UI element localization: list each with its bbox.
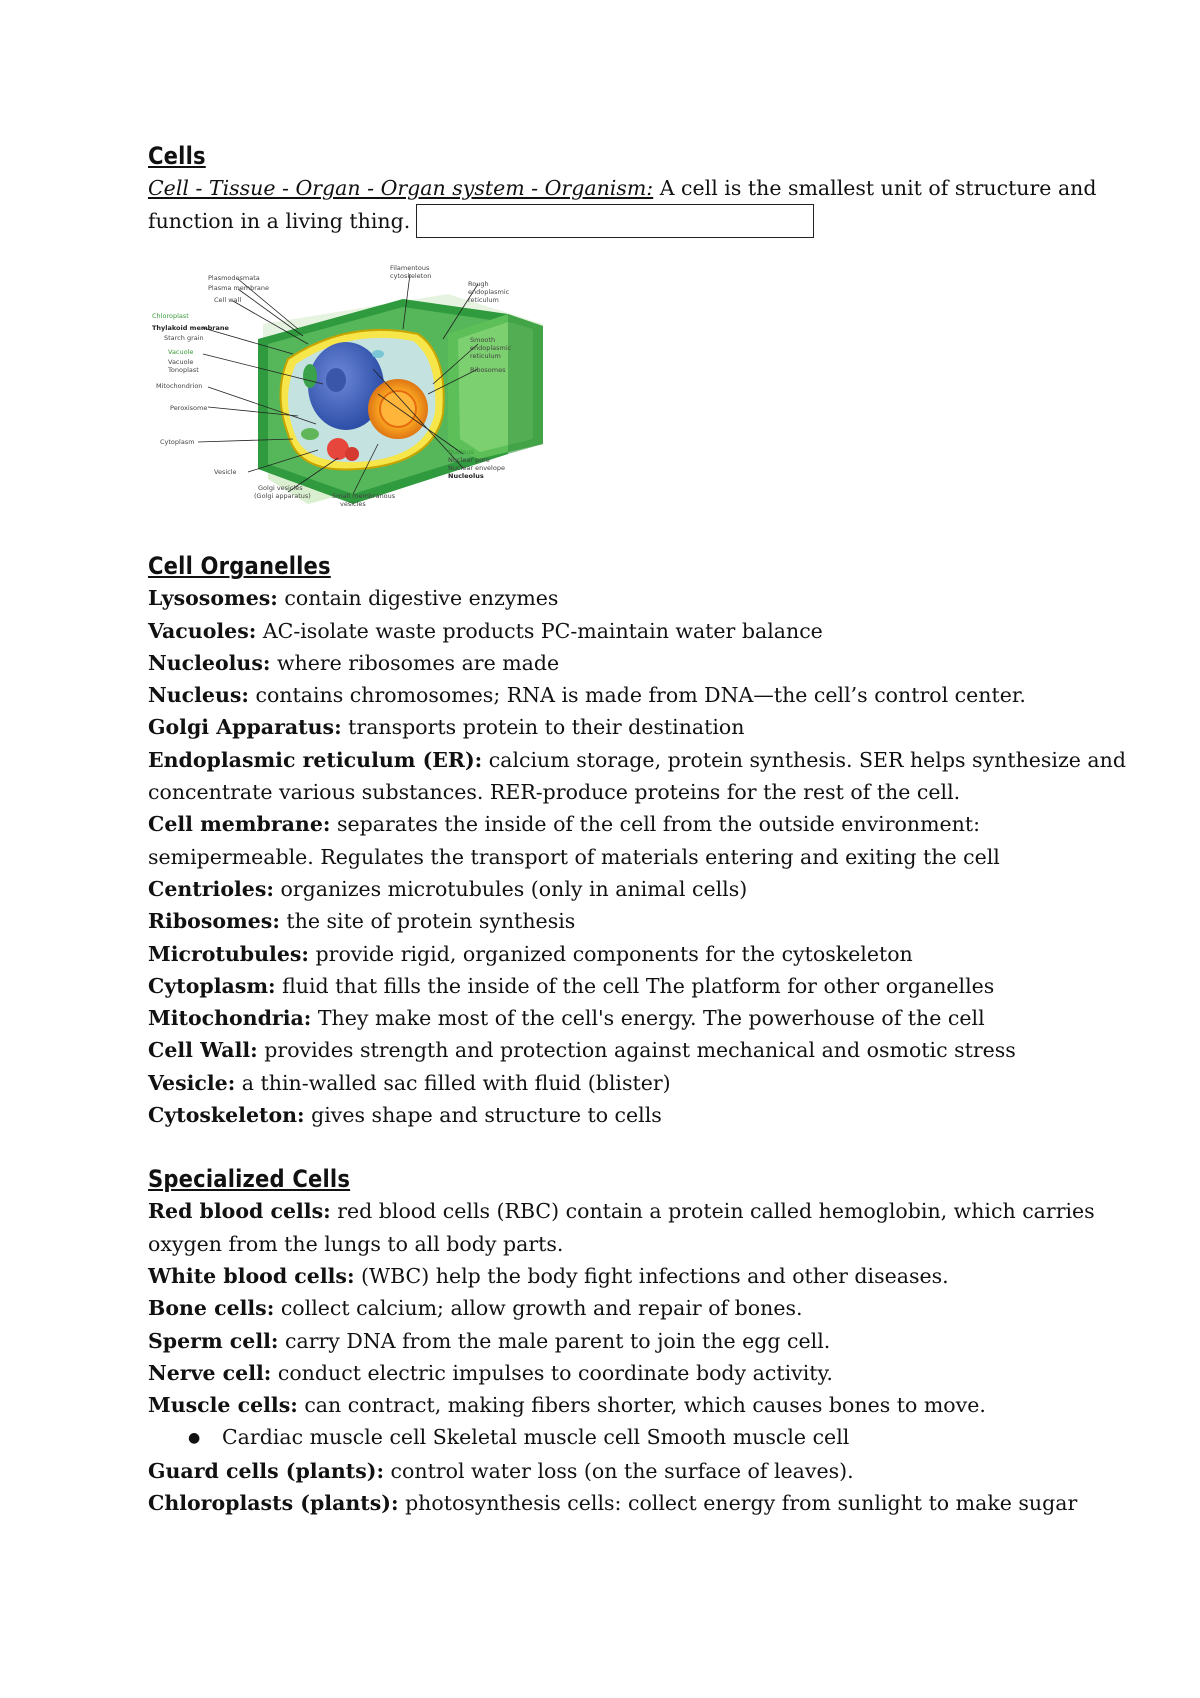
organelle-item <box>148 744 1126 776</box>
label-nuclear-pore: Nuclear pore <box>448 456 490 465</box>
label-starch-grain: Starch grain <box>164 334 204 343</box>
hierarchy-text: Cell - Tissue - Organ - Organ system - Organism: <box>148 176 654 200</box>
label-plasma-membrane: Plasma membrane <box>208 284 270 293</box>
organelle-item <box>148 970 1068 1002</box>
term-label: White blood cells: <box>148 1263 355 1288</box>
term-description: separates the inside of the cell from the outside environment: <box>330 812 980 837</box>
label-tonoplast: Tonoplast <box>168 366 199 375</box>
term-label: Cytoskeleton: <box>148 1103 305 1128</box>
label-small-membranous: Small membranous <box>332 492 396 501</box>
label-golgi: Golgi vesicles <box>258 484 303 493</box>
organelle-item <box>148 905 1068 937</box>
term-label: Nerve cell: <box>148 1360 272 1385</box>
term-description: photosynthesis cells: collect energy from sunlight to make sugar <box>398 1491 1078 1516</box>
organelle-item <box>148 841 1068 873</box>
organelle-item <box>148 808 1068 840</box>
organelle-item <box>148 1002 1068 1034</box>
organelle-item <box>148 1034 1068 1066</box>
term-description: semipermeable. Regulates the transport of materials entering and exiting the cell <box>148 844 1000 869</box>
cells-definition-line-2 <box>148 204 1068 238</box>
organelle-item <box>148 582 1068 614</box>
term-description: can contract, making fibers shorter, which causes bones to move. <box>297 1393 986 1418</box>
term-description: a thin-walled sac filled with fluid (blister) <box>235 1070 671 1095</box>
term-description: carry DNA from the male parent to join the egg cell. <box>278 1328 831 1353</box>
term-label: Cell membrane: <box>148 812 331 837</box>
organelle-item <box>148 647 1068 679</box>
label-cell-wall: Cell wall <box>214 296 242 305</box>
term-label: Nucleus: <box>148 683 249 708</box>
term-label: Vacuoles: <box>148 618 257 643</box>
term-description: contain digestive enzymes <box>277 586 559 611</box>
specialized-cell-item <box>148 1228 1068 1260</box>
label-smooth-er: Smooth <box>470 336 496 345</box>
term-description: contains chromosomes; RNA is made from DNA—the cell’s control center. <box>248 683 1026 708</box>
organelles-list <box>148 582 1126 1131</box>
term-description: red blood cells (RBC) contain a protein called hemoglobin, which carries <box>330 1199 1095 1224</box>
definition-text-1: A cell is the smallest unit of structure and <box>653 176 1097 200</box>
term-label: Muscle cells: <box>148 1393 298 1418</box>
term-label: Centrioles: <box>148 876 274 901</box>
term-label: Microtubules: <box>148 941 309 966</box>
term-label: Cytoplasm: <box>148 973 276 998</box>
label-golgi-apparatus: (Golgi apparatus) <box>254 492 311 501</box>
label-nuclear-envelope: Nuclear envelope <box>448 464 505 473</box>
label-vacuole-group: Vacuole <box>168 348 194 357</box>
muscle-types-text: Cardiac muscle cell Skeletal muscle cell Smooth muscle cell <box>222 1425 850 1450</box>
term-label: Ribosomes: <box>148 909 280 934</box>
label-small-vesicles: vesicles <box>340 500 366 509</box>
specialized-cell-item <box>148 1487 1078 1519</box>
label-chloroplast: Chloroplast <box>152 312 189 321</box>
term-description: gives shape and structure to cells <box>304 1103 662 1128</box>
term-label: Chloroplasts (plants): <box>148 1491 399 1516</box>
organelle-item <box>148 776 1068 808</box>
term-description: collect calcium; allow growth and repair of bones. <box>274 1296 803 1321</box>
term-description: concentrate various substances. RER-produce proteins for the rest of the cell. <box>148 780 961 805</box>
label-vacuole: Vacuole <box>168 358 194 367</box>
organelles-heading: Cell Organelles <box>148 552 331 581</box>
label-cytoplasm: Cytoplasm <box>160 438 195 447</box>
term-description: (WBC) help the body fight infections and other diseases. <box>354 1263 949 1288</box>
label-nucleus-group: Nucleus <box>448 448 474 457</box>
organelle-item <box>148 679 1068 711</box>
specialized-cell-item <box>148 1357 1068 1389</box>
label-ribosomes: Ribosomes <box>470 366 506 375</box>
label-vesicle: Vesicle <box>214 468 237 477</box>
plant-cell-diagram <box>148 244 558 542</box>
label-smooth-er-2: endoplasmic <box>470 344 512 353</box>
bullet-dot-icon: ● <box>188 1430 201 1447</box>
term-label: Nucleolus: <box>148 650 271 675</box>
section-spacer <box>148 1131 1068 1163</box>
specialized-cell-item <box>148 1389 1068 1421</box>
specialized-cell-item <box>148 1325 1068 1357</box>
term-label: Guard cells (plants): <box>148 1458 385 1483</box>
answer-blank-box[interactable] <box>416 204 814 238</box>
term-label: Vesicle: <box>148 1070 236 1095</box>
term-label: Bone cells: <box>148 1296 275 1321</box>
organelle-item <box>148 615 1068 647</box>
organelle-item <box>148 1067 1068 1099</box>
specialized-cell-item <box>148 1292 1068 1324</box>
label-nucleolus: Nucleolus <box>448 472 484 481</box>
term-description: where ribosomes are made <box>270 650 560 675</box>
term-description: organizes microtubules (only in animal cells) <box>273 876 748 901</box>
definition-text-2: function in a living thing. <box>148 209 411 234</box>
term-description: calcium storage, protein synthesis. SER helps synthesize and <box>482 747 1126 772</box>
specialized-cell-item <box>148 1260 1068 1292</box>
label-thylakoid-membrane: Thylakoid membrane <box>152 324 229 333</box>
term-label: Red blood cells: <box>148 1199 331 1224</box>
term-label: Endoplasmic reticulum (ER): <box>148 747 483 772</box>
label-filamentous: Filamentous <box>390 264 430 273</box>
label-rough-er: Rough <box>468 280 489 289</box>
organelle-item <box>148 1099 1068 1131</box>
term-label: Mitochondria: <box>148 1006 312 1031</box>
term-description: the site of protein synthesis <box>279 909 576 934</box>
term-label: Lysosomes: <box>148 586 278 611</box>
term-description: conduct electric impulses to coordinate body activity. <box>271 1360 833 1385</box>
term-description: control water loss (on the surface of leaves). <box>384 1458 854 1483</box>
label-smooth-er-3: reticulum <box>470 352 501 361</box>
term-label: Sperm cell: <box>148 1328 279 1353</box>
label-cytoskeleton: cytoskeleton <box>390 272 432 281</box>
term-description: provide rigid, organized components for the cytoskeleton <box>309 941 913 966</box>
organelle-item <box>148 711 1068 743</box>
label-rough-er-2: endoplasmic <box>468 288 510 297</box>
label-rough-er-3: reticulum <box>468 296 499 305</box>
specialized-cell-item <box>148 1195 1095 1227</box>
term-description: provides strength and protection against mechanical and osmotic stress <box>257 1038 1016 1063</box>
specialized-list-after <box>148 1455 1078 1520</box>
term-label: Cell Wall: <box>148 1038 258 1063</box>
term-description: oxygen from the lungs to all body parts. <box>148 1231 564 1256</box>
term-description: transports protein to their destination <box>341 715 745 740</box>
label-mitochondrion: Mitochondrion <box>156 382 203 391</box>
specialized-cell-item <box>148 1455 1068 1487</box>
label-plasmodesmata: Plasmodesmata <box>208 274 260 283</box>
cells-heading: Cells <box>148 142 206 170</box>
organelle-item <box>148 873 1068 905</box>
muscle-types-bullet <box>148 1421 1068 1454</box>
term-description: AC-isolate waste products PC-maintain water balance <box>256 618 823 643</box>
term-description: fluid that fills the inside of the cell The platform for other organelles <box>275 973 995 998</box>
specialized-list <box>148 1195 1095 1421</box>
cells-definition-line-1 <box>148 172 1097 204</box>
document-page <box>148 140 1126 1519</box>
label-peroxisome: Peroxisome <box>170 404 208 413</box>
term-label: Golgi Apparatus: <box>148 715 342 740</box>
organelle-item <box>148 938 1068 970</box>
term-description: They make most of the cell's energy. The powerhouse of the cell <box>311 1006 985 1031</box>
specialized-heading: Specialized Cells <box>148 1165 351 1194</box>
